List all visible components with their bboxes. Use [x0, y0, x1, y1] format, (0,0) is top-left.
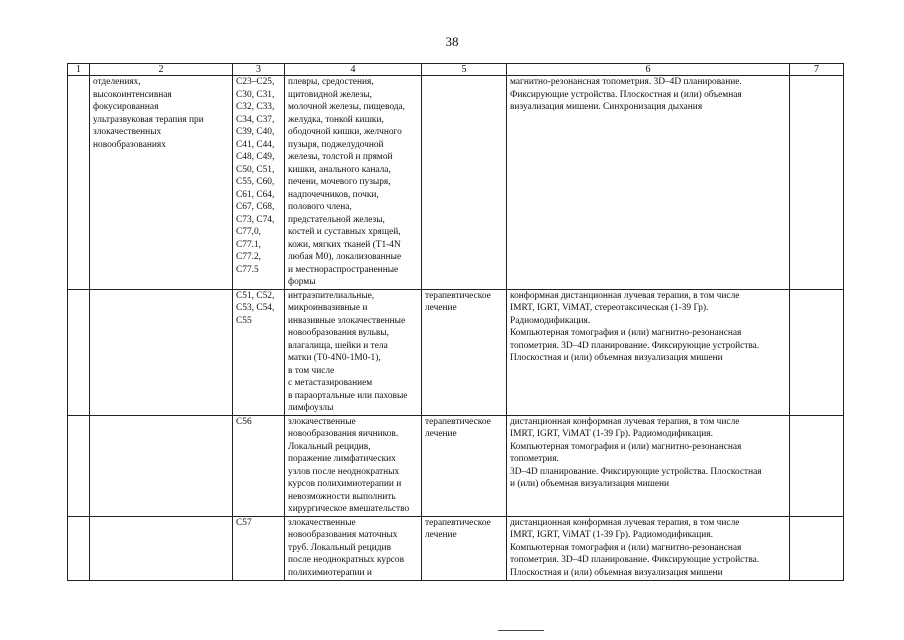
treatment-type-cell: [422, 415, 507, 516]
cell-text-line: фокусированная: [93, 102, 159, 112]
cell-text-line: C73, C74,: [236, 214, 275, 225]
treatment-method-cell: [507, 289, 790, 415]
table-row: [68, 289, 844, 415]
row-number-cell: [68, 516, 90, 580]
cell-text-line: IMRT, IGRT, ViMAT (1-39 Гр). Радиомодификация.: [510, 429, 713, 439]
cell-text-line: и (или) объемная визуализация мишени: [510, 479, 670, 489]
service-cell: [90, 415, 233, 516]
cell-text-line: C55: [236, 315, 252, 326]
cell-text-line: C67, C68,: [236, 202, 275, 212]
cell-text-line: новообразования маточных: [288, 530, 398, 540]
cell-text-line: топометрия. 3D–4D планирование. Фиксирующие устройства.: [510, 555, 760, 565]
cell-text-line: терапевтическое: [425, 416, 491, 427]
cell-text-line: с метастазированием: [288, 378, 373, 388]
diagnosis-cell: [285, 289, 422, 415]
cell-text-line: предстательной железы,: [288, 214, 385, 225]
cell-text-line: 3D–4D планирование. Фиксирующие устройства. Плоскостная: [510, 466, 762, 477]
icd-codes-cell: [233, 76, 285, 290]
cell-text-line: матки (T0-4N0-1M0-1),: [288, 353, 381, 363]
diagnosis-cell: [285, 516, 422, 580]
cell-text-line: интраэпителиальные,: [288, 290, 375, 301]
table-row: [68, 516, 844, 580]
cell-text-line: C57: [236, 517, 252, 528]
cell-text-line: C53, C54,: [236, 303, 275, 313]
cell-text-line: новообразования яичников.: [288, 429, 399, 439]
cell-text-line: кожи, мягких тканей (T1-4N: [288, 239, 401, 250]
row-number-cell: [68, 76, 90, 290]
diagnosis-cell: [285, 415, 422, 516]
cell-text-line: Плоскостная и (или) объемная визуализация мишени: [510, 353, 723, 363]
cell-text-line: высокоинтенсивная: [93, 89, 172, 100]
cell-text-line: C77,0,: [236, 227, 262, 237]
column-number: 5: [422, 64, 507, 76]
cell-text-line: курсов полихимиотерапии и: [288, 479, 402, 489]
cell-text-line: ободочной кишки, желчного: [288, 127, 402, 137]
cell-text-line: Фиксирующие устройства. Плоскостная и (или) объемная: [510, 89, 742, 100]
cell-text-line: злокачественные: [288, 517, 356, 528]
service-cell: [90, 76, 233, 290]
cell-text-line: костей и суставных хрящей,: [288, 227, 401, 237]
cell-text-line: Плоскостная и (или) объемная визуализация мишени: [510, 567, 723, 578]
cell-text-line: C48, C49,: [236, 152, 275, 162]
cell-text-line: железы, толстой и прямой: [288, 152, 393, 162]
diagnosis-cell: [285, 76, 422, 290]
cell-text-line: новообразованиях: [93, 139, 166, 150]
cell-text-line: любая M0), локализованные: [288, 252, 402, 262]
row-number-cell: [68, 415, 90, 516]
cell-text-line: лечение: [425, 530, 457, 540]
cell-text-line: щитовидной железы,: [288, 89, 372, 100]
cell-text-line: терапевтическое: [425, 517, 491, 528]
page-number: 38: [445, 34, 459, 49]
table-row: [68, 415, 844, 516]
cell-text-line: Локальный рецидив,: [288, 441, 371, 452]
cell-text-line: C34, C37,: [236, 114, 275, 125]
cell-text-line: C30, C31,: [236, 89, 275, 100]
cell-text-line: в параортальные или паховые: [288, 390, 408, 401]
cell-text-line: C32, C33,: [236, 102, 275, 112]
table-row: [68, 76, 844, 290]
cell-text-line: пузыря, поджелудочной: [288, 139, 384, 150]
column-number-row: [68, 64, 844, 76]
cell-text-line: инвазивные злокачественные: [288, 315, 406, 326]
cell-text-line: C50, C51,: [236, 164, 275, 175]
cell-text-line: труб. Локальный рецидив: [288, 542, 391, 553]
column-number: 3: [233, 64, 285, 76]
treatment-type-cell: [422, 516, 507, 580]
icd-codes-cell: [233, 516, 285, 580]
column-number: 1: [68, 64, 90, 76]
cell-text-line: C55, C60,: [236, 177, 275, 187]
cell-text-line: C23–C25,: [236, 77, 275, 87]
icd-codes-cell: [233, 289, 285, 415]
cell-text-line: влагалища, шейки и тела: [288, 340, 388, 351]
cell-text-line: дистанционная конформная лучевая терапия, в том числе: [510, 517, 740, 528]
cell-text-line: C77.2,: [236, 252, 262, 262]
cell-text-line: Компьютерная томография и (или) магнитно-резонансная: [510, 441, 742, 452]
cell-text-line: Компьютерная томография и (или) магнитно-резонансная: [510, 542, 742, 553]
cell-text-line: злокачественных: [93, 127, 162, 137]
cell-text-line: дистанционная конформная лучевая терапия, в том числе: [510, 416, 740, 427]
treatment-table: [67, 63, 844, 581]
cell-text-line: C56: [236, 416, 252, 427]
cell-text-line: C51, C52,: [236, 290, 275, 301]
cell-text-line: отделениях,: [93, 77, 141, 87]
column-number: 6: [507, 64, 790, 76]
service-cell: [90, 289, 233, 415]
column-number: 7: [790, 64, 844, 76]
cell-text-line: C41, C44,: [236, 139, 275, 150]
cell-text-line: узлов после неоднократных: [288, 466, 400, 477]
row-number-cell: [68, 289, 90, 415]
cost-cell: [790, 415, 844, 516]
treatment-method-cell: [507, 76, 790, 290]
cell-text-line: ультразвуковая терапия при: [93, 114, 204, 125]
cell-text-line: печени, мочевого пузыря,: [288, 177, 391, 187]
cell-text-line: надпочечников, почки,: [288, 189, 379, 200]
cell-text-line: терапевтическое: [425, 290, 491, 301]
cell-text-line: Радиомодификация.: [510, 315, 591, 326]
cell-text-line: микроинвазивные и: [288, 303, 368, 313]
cell-text-line: топометрия. 3D–4D планирование. Фиксирующие устройства.: [510, 340, 760, 351]
treatment-method-cell: [507, 516, 790, 580]
service-cell: [90, 516, 233, 580]
cost-cell: [790, 289, 844, 415]
cell-text-line: плевры, средостения,: [288, 77, 374, 87]
cell-text-line: топометрия.: [510, 454, 559, 464]
cell-text-line: C77.5: [236, 264, 259, 275]
icd-codes-cell: [233, 415, 285, 516]
cell-text-line: лимфоузлы: [288, 403, 334, 413]
cell-text-line: полихимиотерапии и: [288, 567, 372, 578]
cell-text-line: после неоднократных курсов: [288, 555, 405, 565]
cell-text-line: кишки, анального канала,: [288, 164, 391, 175]
cell-text-line: молочной железы, пищевода,: [288, 102, 406, 112]
cost-cell: [790, 76, 844, 290]
cell-text-line: злокачественные: [288, 416, 356, 427]
treatment-type-cell: [422, 76, 507, 290]
cell-text-line: магнитно-резонансная топометрия. 3D–4D планирование.: [510, 77, 742, 87]
cost-cell: [790, 516, 844, 580]
cell-text-line: C77.1,: [236, 239, 262, 250]
footer-rule: [498, 630, 544, 631]
cell-text-line: хирургическое вмешательство: [288, 504, 410, 514]
cell-text-line: конформная дистанционная лучевая терапия, в том числе: [510, 290, 740, 301]
cell-text-line: и местнораспространенные: [288, 264, 399, 275]
column-number: 4: [285, 64, 422, 76]
cell-text-line: IMRT, IGRT, ViMAT (1-39 Гр). Радиомодификация.: [510, 530, 713, 540]
cell-text-line: визуализация мишени. Синхронизация дыхания: [510, 102, 703, 112]
cell-text-line: невозможности выполнить: [288, 491, 396, 502]
cell-text-line: C61, C64,: [236, 189, 275, 200]
cell-text-line: IMRT, IGRT, ViMAT, стереотаксическая (1-39 Гр).: [510, 303, 709, 313]
cell-text-line: формы: [288, 277, 316, 287]
treatment-method-cell: [507, 415, 790, 516]
column-number: 2: [90, 64, 233, 76]
cell-text-line: лечение: [425, 303, 457, 313]
cell-text-line: лечение: [425, 429, 457, 439]
cell-text-line: поражение лимфатических: [288, 454, 396, 464]
cell-text-line: желудка, тонкой кишки,: [288, 114, 384, 125]
cell-text-line: в том числе: [288, 365, 335, 376]
cell-text-line: новообразования вульвы,: [288, 328, 389, 338]
treatment-type-cell: [422, 289, 507, 415]
cell-text-line: Компьютерная томография и (или) магнитно-резонансная: [510, 328, 742, 338]
cell-text-line: полового члена,: [288, 202, 352, 212]
cell-text-line: C39, C40,: [236, 127, 275, 137]
